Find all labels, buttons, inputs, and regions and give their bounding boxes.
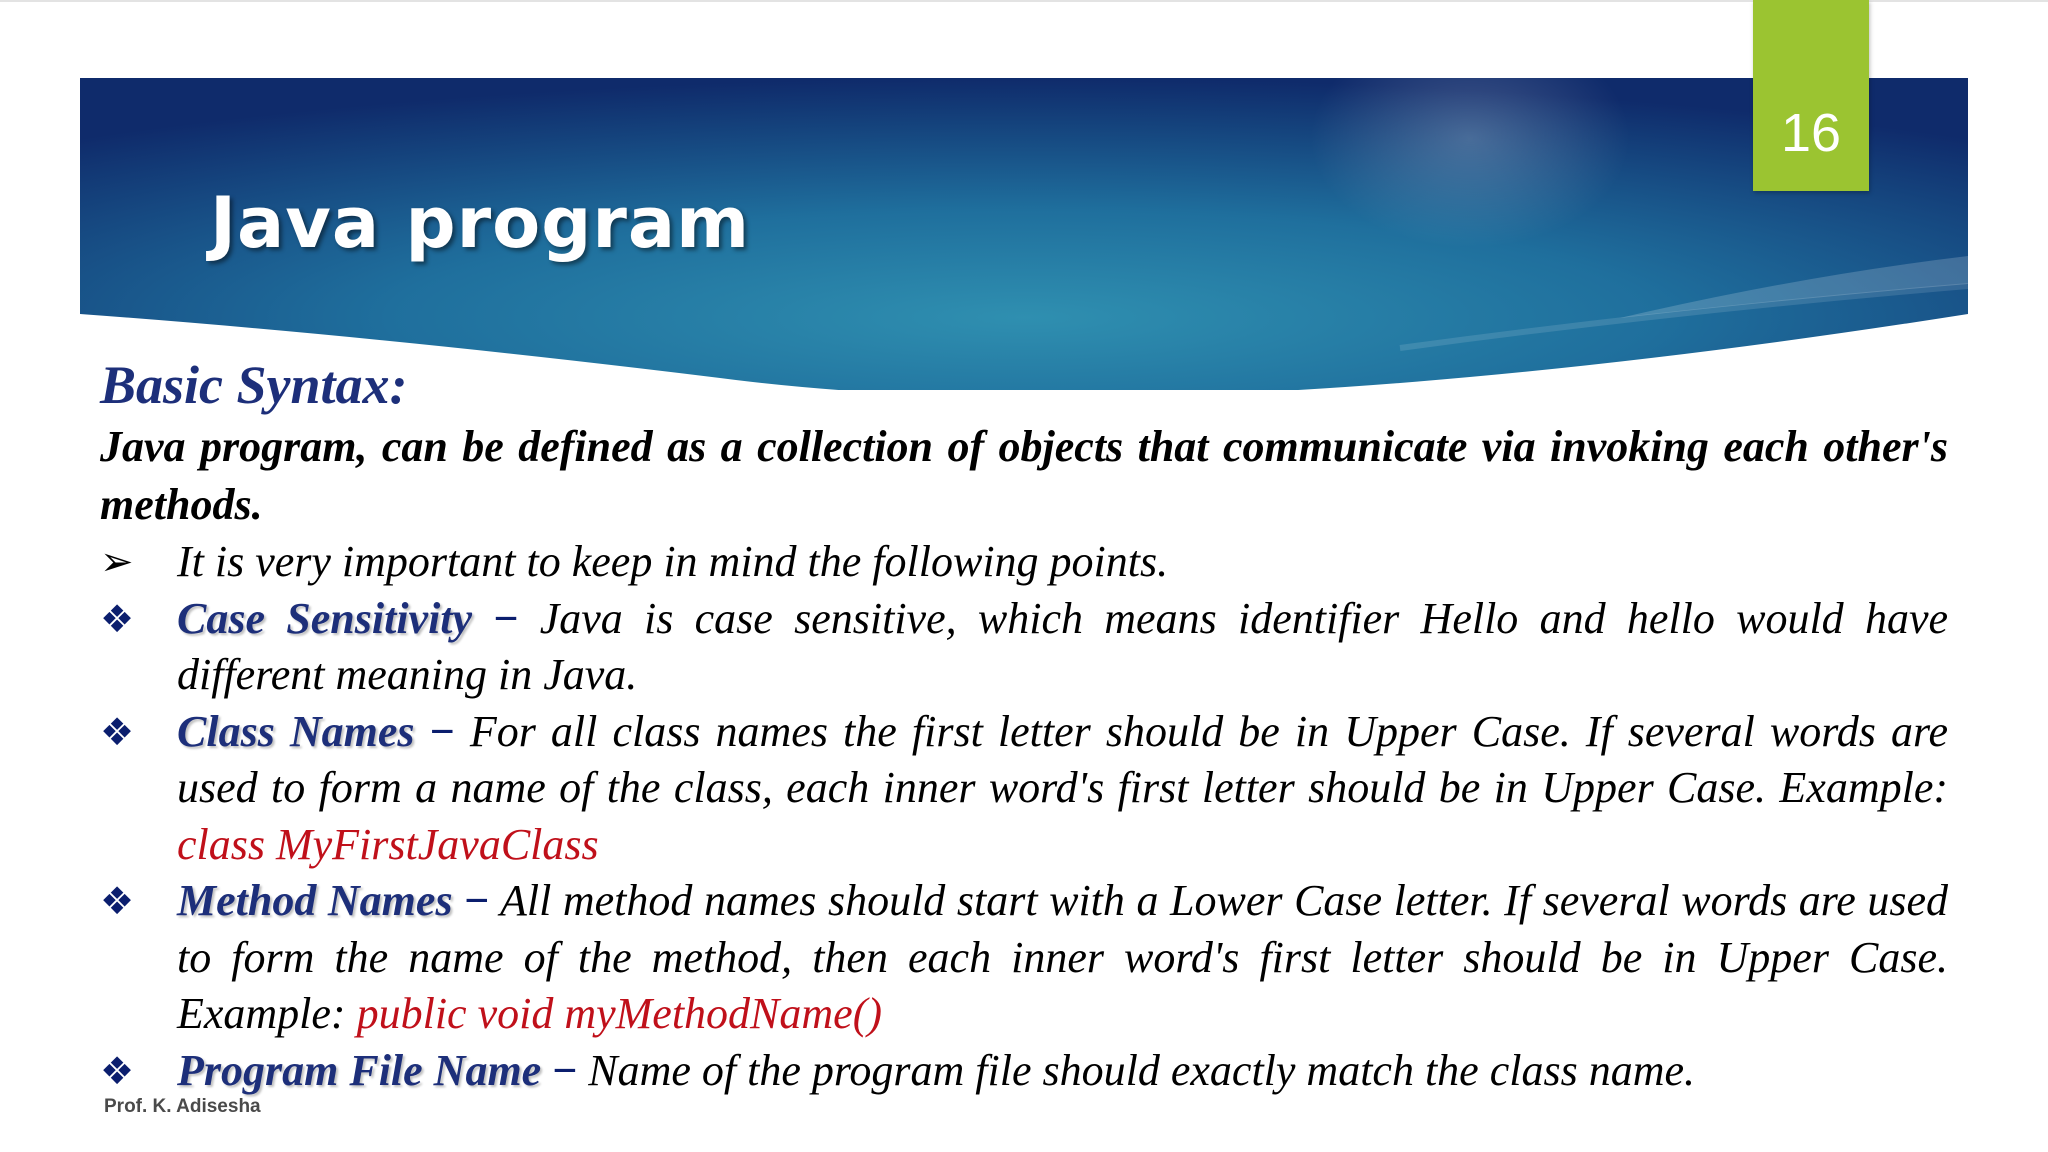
slide-title: Java program	[210, 182, 751, 264]
points-intro-text: It is very important to keep in mind the following points.	[177, 537, 1169, 586]
four-diamond-bullet-icon: ❖	[100, 1048, 135, 1093]
bullet-text: Name of the program file should exactly match the class name.	[577, 1045, 1696, 1095]
page-number-badge	[1753, 0, 1869, 191]
bullet-dash: −	[429, 706, 455, 756]
bullet-program-file-name	[100, 1043, 1948, 1100]
bullet-term: Program File Name	[177, 1045, 542, 1095]
bullet-case-sensitivity	[100, 591, 1948, 704]
footer-author: Prof. K. Adisesha	[104, 1096, 261, 1117]
bullet-method-names	[100, 873, 1948, 1043]
bullet-text: Java is case sensitive, which means identifier Hello and hello would have different meaning in Java.	[177, 593, 1949, 699]
bullet-term: Case Sensitivity	[177, 593, 473, 643]
points-intro-item	[100, 534, 1948, 591]
bullet-dash: −	[552, 1045, 578, 1095]
section-heading: Basic Syntax:	[100, 355, 408, 415]
page-number: 16	[1780, 103, 1842, 163]
top-divider	[0, 0, 2048, 2]
bullet-class-names	[100, 704, 1948, 874]
four-diamond-bullet-icon: ❖	[100, 596, 135, 641]
four-diamond-bullet-icon: ❖	[100, 709, 135, 754]
slide-content	[100, 354, 1948, 1099]
bullet-term: Method Names	[177, 876, 453, 925]
code-example: public void myMethodName()	[356, 989, 882, 1038]
bullet-text: For all class names the first letter should be in Upper Case. If several words are used to form a name of the class, each inner word's first letter should be in Upper Case. Example:	[177, 706, 1948, 812]
intro-paragraph: Java program, can be defined as a collection of objects that communicate via invoking each other's methods.	[100, 422, 1948, 529]
four-diamond-bullet-icon: ❖	[100, 879, 135, 923]
bullet-dash: −	[464, 876, 490, 925]
code-example: class MyFirstJavaClass	[177, 819, 599, 869]
bullet-dash: −	[493, 593, 519, 643]
bullet-term: Class Names	[177, 706, 415, 756]
bullet-text: All method names should start with a Lower Case letter. If several words are used to form the name of the method, then each inner word's first letter should be in Upper Case. Example:	[177, 876, 1948, 1038]
arrow-bullet-icon: ➢	[100, 539, 134, 585]
